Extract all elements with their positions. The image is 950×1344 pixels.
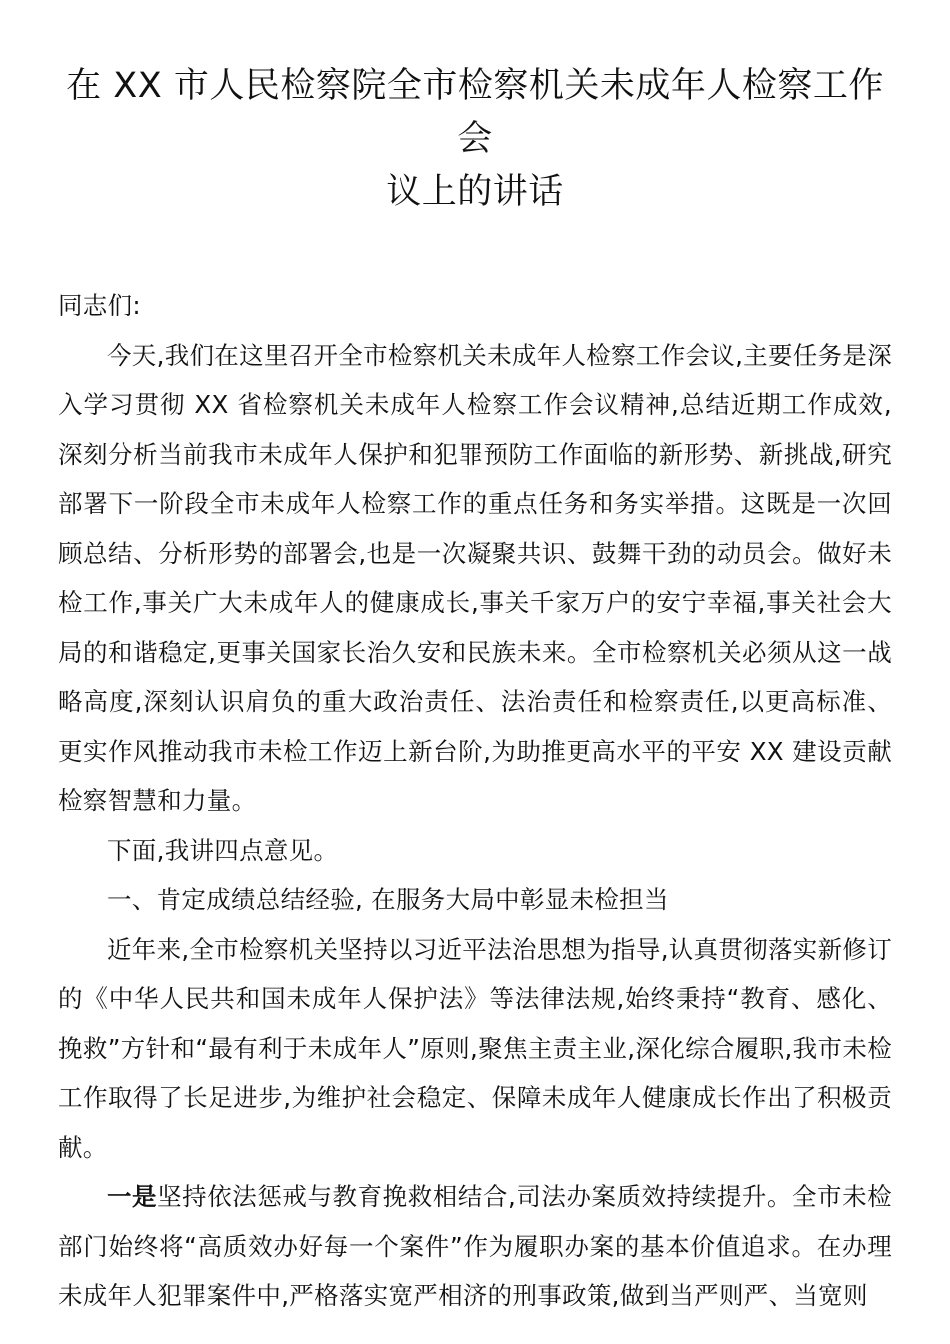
point-one-lead: 一是 xyxy=(107,1182,158,1211)
section-heading-one: 一、肯定成绩总结经验, 在服务大局中彰显未检担当 xyxy=(107,885,669,914)
paragraph-achievements: 近年来,全市检察机关坚持以习近平法治思想为指导,认真贯彻落实新修订的《中华人民共和国未成年人保护法》等法律法规,始终秉持“教育、感化、挽救”方针和“最有利于未成年人”原则,聚焦主责主业,深化综合履职,我市未检工作取得了长足进步,为维护社会稳定、保障未成年人健康成长作出了积极贡献。 xyxy=(58,934,892,1162)
salutation: 同志们: xyxy=(58,291,141,320)
paragraph-outline: 下面,我讲四点意见。 xyxy=(107,835,339,865)
title-line-1: 在 XX 市人民检察院全市检察机关未成年人检察工作会 xyxy=(66,66,884,159)
paragraph-intro: 今天,我们在这里召开全市检察机关未成年人检察工作会议,主要任务是深入学习贯彻 XX 省检察机关未成年人检察工作会议精神,总结近期工作成效,深刻分析当前我市未成年人保护和犯罪预防工作面临的新形势、新挑战,研究部署下一阶段全市未成年人检察工作的重点任务和务实举措。这既是一次回顾总结、分析形势的部署会,也是一次凝聚共识、鼓舞干劲的动员会。做好未检工作,事关广大未成年人的健康成长,事关千家万户的安宁幸福,事关社会大局的和谐稳定,更事关国家长治久安和民族未来。全市检察机关必须从这一战略高度,深刻认识肩负的重大政治责任、法治责任和检察责任,以更高标准、更实作风推动我市未检工作迈上新台阶,为助推更高水平的平安 XX 建设贡献检察智慧和力量。 xyxy=(58,340,892,815)
document-title xyxy=(58,60,892,219)
paragraph-point-one xyxy=(58,1172,892,1321)
point-one-text: 坚持依法惩戒与教育挽救相结合,司法办案质效持续提升。全市未检部门始终将“高质效办好每一个案件”作为履职办案的基本价值追求。在办理未成年人犯罪案件中,严格落实宽严相济的刑事政策,做到当严则严、当宽则 xyxy=(58,1182,892,1310)
document-body xyxy=(58,281,892,1321)
title-line-2: 议上的讲话 xyxy=(386,172,564,212)
